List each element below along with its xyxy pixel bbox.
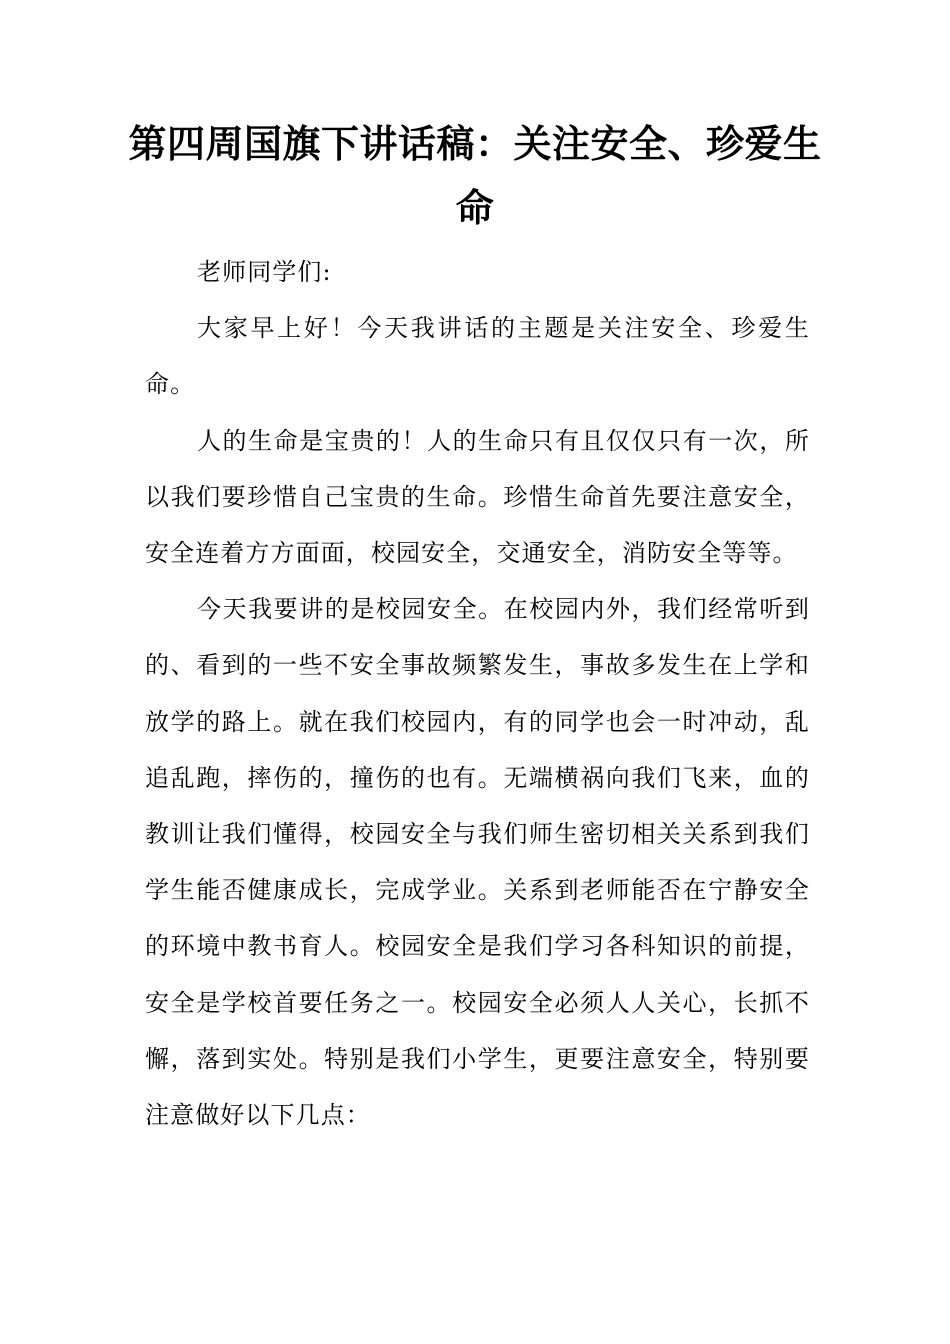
campus-safety-paragraph: 今天我要讲的是校园安全。在校园内外，我们经常听到的、看到的一些不安全事故频繁发生，事故多发生在上学和放学的路上。就在我们校园内，有的同学也会一时冲动，乱追乱跑，摔伤的，撞伤的也有。无端横祸向我们飞来，血的教训让我们懂得，校园安全与我们师生密切相关关系到我们学生能否健康成长，完成学业。关系到老师能否在宁静安全的环境中教书育人。校园安全是我们学习各科知识的前提，安全是学校首要任务之一。校园安全必须人人关心，长抓不懈，落到实处。特别是我们小学生，更要注意安全，特别要注意做好以下几点： — [145, 595, 810, 1130]
document-title: 第四周国旗下讲话稿：关注安全、珍爱生命 — [128, 122, 822, 230]
greeting-paragraph: 老师同学们: — [197, 258, 332, 286]
document-body — [145, 244, 810, 1143]
opening-paragraph: 大家早上好！今天我讲话的主题是关注安全、珍爱生命。 — [145, 314, 810, 399]
life-value-paragraph: 人的生命是宝贵的！人的生命只有且仅仅只有一次，所以我们要珍惜自己宝贵的生命。珍惜生命首先要注意安全，安全连着方方面面，校园安全，交通安全，消防安全等等。 — [145, 426, 810, 568]
